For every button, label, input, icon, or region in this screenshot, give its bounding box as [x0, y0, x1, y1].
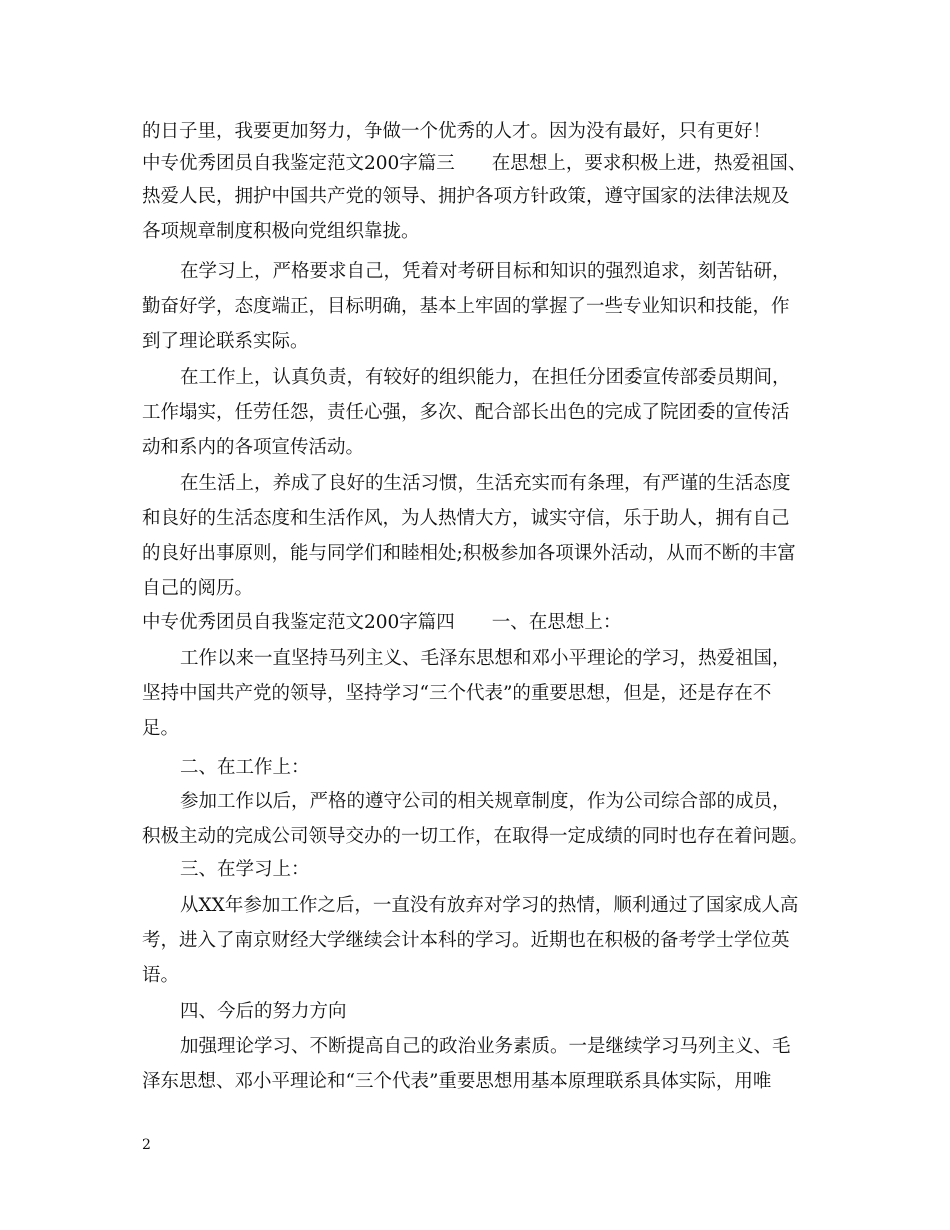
text-line: 中专优秀团员自我鉴定范文200字篇四 一、在思想上： [142, 612, 622, 633]
text-line: 自己的阅历。 [142, 578, 254, 599]
text-line: 足。 [142, 718, 180, 739]
text-line: 考，进入了南京财经大学继续会计本科的学习。近期也在积极的备考学士学位英 [142, 930, 790, 951]
text-line: 的良好出事原则，能与同学们和睦相处;积极参加各项课外活动，从而不断的丰富 [142, 543, 796, 564]
text-line: 积极主动的完成公司领导交办的一切工作，在取得一定成绩的同时也存在着问题。 [142, 826, 809, 847]
text-line: 中专优秀团员自我鉴定范文200字篇三 在思想上，要求积极上进，热爱祖国、 [142, 153, 807, 174]
text-line: 热爱人民，拥护中国共产党的领导、拥护各项方针政策，遵守国家的法律法规及 [142, 186, 790, 207]
text-line: 语。 [142, 965, 180, 986]
text-line: 的日子里，我要更加努力，争做一个优秀的人才。因为没有最好，只有更好！ [142, 121, 772, 142]
text-line: 三、在学习上： [180, 859, 310, 880]
text-line: 和良好的生活态度和生活作风，为人热情大方，诚实守信，乐于助人，拥有自己 [142, 508, 790, 529]
text-line: 泽东思想、邓小平理论和“三个代表”重要思想用基本原理联系具体实际，用唯 [142, 1071, 772, 1092]
text-line: 勤奋好学，态度端正，目标明确，基本上牢固的掌握了一些专业知识和技能，作 [142, 296, 790, 317]
text-line: 工作以来一直坚持马列主义、毛泽东思想和邓小平理论的学习，热爱祖国， [180, 648, 791, 669]
text-line: 在学习上，严格要求自己，凭着对考研目标和知识的强烈追求，刻苦钻研， [180, 261, 791, 282]
text-line: 加强理论学习、不断提高自己的政治业务素质。一是继续学习马列主义、毛 [180, 1036, 791, 1057]
text-line: 二、在工作上： [180, 757, 310, 778]
page-number: 2 [142, 1137, 151, 1153]
text-line: 参加工作以后，严格的遵守公司的相关规章制度，作为公司综合部的成员， [180, 791, 791, 812]
text-line: 各项规章制度积极向党组织靠拢。 [142, 221, 420, 242]
text-line: 在工作上，认真负责，有较好的组织能力，在担任分团委宣传部委员期间， [180, 367, 791, 388]
text-line: 动和系内的各项宣传活动。 [142, 437, 365, 458]
text-line: 坚持中国共产党的领导，坚持学习“三个代表”的重要思想，但是，还是存在不 [142, 683, 772, 704]
text-line: 在生活上，养成了良好的生活习惯，生活充实而有条理，有严谨的生活态度 [180, 473, 791, 494]
text-line: 从XX年参加工作之后，一直没有放弃对学习的热情，顺利通过了国家成人高 [180, 895, 799, 916]
text-line: 四、今后的努力方向 [180, 1001, 347, 1022]
text-line: 到了理论联系实际。 [142, 331, 309, 352]
text-line: 工作塌实，任劳任怨，责任心强，多次、配合部长出色的完成了院团委的宣传活 [142, 402, 790, 423]
